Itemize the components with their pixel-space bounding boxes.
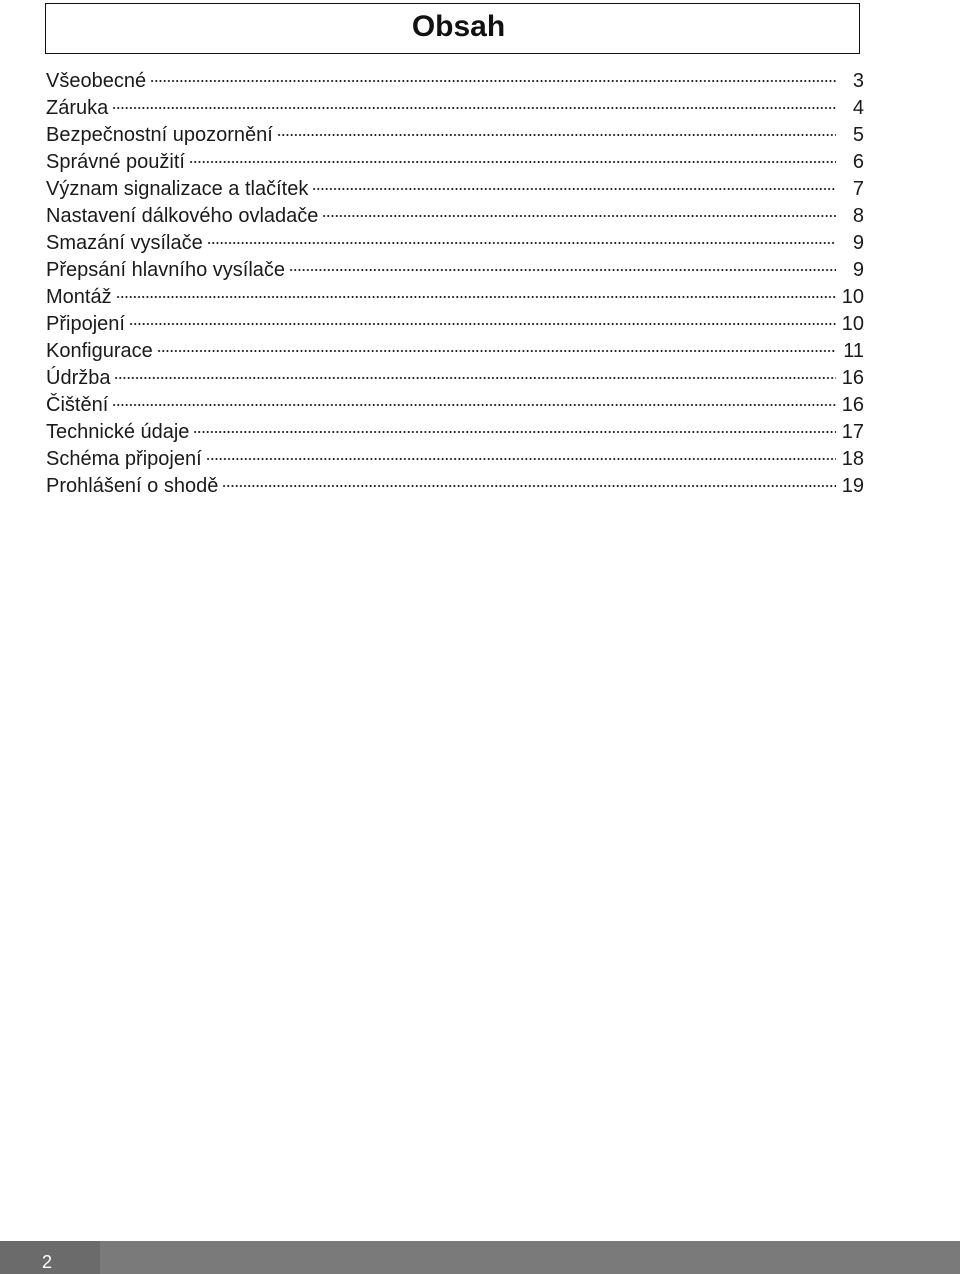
toc-entry-page: 6	[852, 151, 864, 173]
toc-entry[interactable]	[46, 230, 864, 257]
page-number: 2	[42, 1252, 53, 1272]
toc-entry-label: Všeobecné	[46, 70, 147, 92]
toc-entry[interactable]	[46, 68, 864, 95]
toc-entry[interactable]	[46, 419, 864, 446]
footer-bar	[0, 1241, 960, 1274]
toc-entry-label: Význam signalizace a tlačítek	[46, 178, 309, 200]
toc-entry-label: Čištění	[46, 394, 109, 416]
toc-entry[interactable]	[46, 149, 864, 176]
toc-entry[interactable]	[46, 122, 864, 149]
toc-entry-label: Montáž	[46, 286, 112, 308]
toc-entry-label: Prohlášení o shodě	[46, 475, 219, 497]
toc-entry-label: Schéma připojení	[46, 448, 202, 470]
toc-entry-page: 16	[841, 394, 864, 416]
dot-leader	[322, 215, 836, 217]
dot-leader	[150, 80, 836, 82]
toc-entry[interactable]	[46, 95, 864, 122]
toc-entry-label: Smazání vysílače	[46, 232, 203, 254]
dot-leader	[312, 188, 836, 190]
dot-leader	[206, 458, 836, 460]
toc-entry-page: 17	[841, 421, 864, 443]
dot-leader	[289, 269, 836, 271]
toc-entry-label: Bezpečnostní upozornění	[46, 124, 273, 146]
toc-entry-label: Správné použití	[46, 151, 185, 173]
dot-leader	[114, 377, 836, 379]
toc-entry[interactable]	[46, 365, 864, 392]
toc-entry[interactable]	[46, 473, 864, 500]
dot-leader	[129, 323, 836, 325]
toc-entry-page: 16	[841, 367, 864, 389]
toc-entry-page: 18	[841, 448, 864, 470]
toc-entry-page: 19	[841, 475, 864, 497]
toc-entry-label: Záruka	[46, 97, 109, 119]
toc-entry-label: Připojení	[46, 313, 125, 335]
dot-leader	[222, 485, 836, 487]
toc-entry-label: Technické údaje	[46, 421, 190, 443]
toc-entry-label: Konfigurace	[46, 340, 153, 362]
table-of-contents	[46, 68, 864, 500]
toc-entry[interactable]	[46, 338, 864, 365]
toc-entry-page: 5	[852, 124, 864, 146]
toc-entry[interactable]	[46, 203, 864, 230]
toc-entry-page: 8	[852, 205, 864, 227]
dot-leader	[112, 404, 836, 406]
dot-leader	[157, 350, 836, 352]
toc-entry-page: 3	[852, 70, 864, 92]
toc-entry[interactable]	[46, 311, 864, 338]
dot-leader	[193, 431, 836, 433]
dot-leader	[207, 242, 836, 244]
toc-entry[interactable]	[46, 392, 864, 419]
footer-page-tab	[0, 1241, 100, 1274]
dot-leader	[112, 107, 836, 109]
toc-entry-page: 10	[841, 286, 864, 308]
page-title: Obsah	[411, 10, 506, 43]
toc-entry-page: 10	[841, 313, 864, 335]
toc-entry-page: 9	[852, 232, 864, 254]
toc-entry[interactable]	[46, 257, 864, 284]
toc-entry[interactable]	[46, 284, 864, 311]
dot-leader	[277, 134, 836, 136]
toc-entry-label: Nastavení dálkového ovladače	[46, 205, 319, 227]
toc-entry[interactable]	[46, 446, 864, 473]
toc-entry-page: 4	[852, 97, 864, 119]
toc-entry-label: Přepsání hlavního vysílače	[46, 259, 286, 281]
toc-entry[interactable]	[46, 176, 864, 203]
toc-entry-page: 11	[843, 340, 864, 362]
toc-entry-label: Údržba	[46, 367, 111, 389]
dot-leader	[189, 161, 836, 163]
toc-entry-page: 9	[852, 259, 864, 281]
toc-entry-page: 7	[852, 178, 864, 200]
title-box	[45, 3, 860, 54]
dot-leader	[116, 296, 836, 298]
